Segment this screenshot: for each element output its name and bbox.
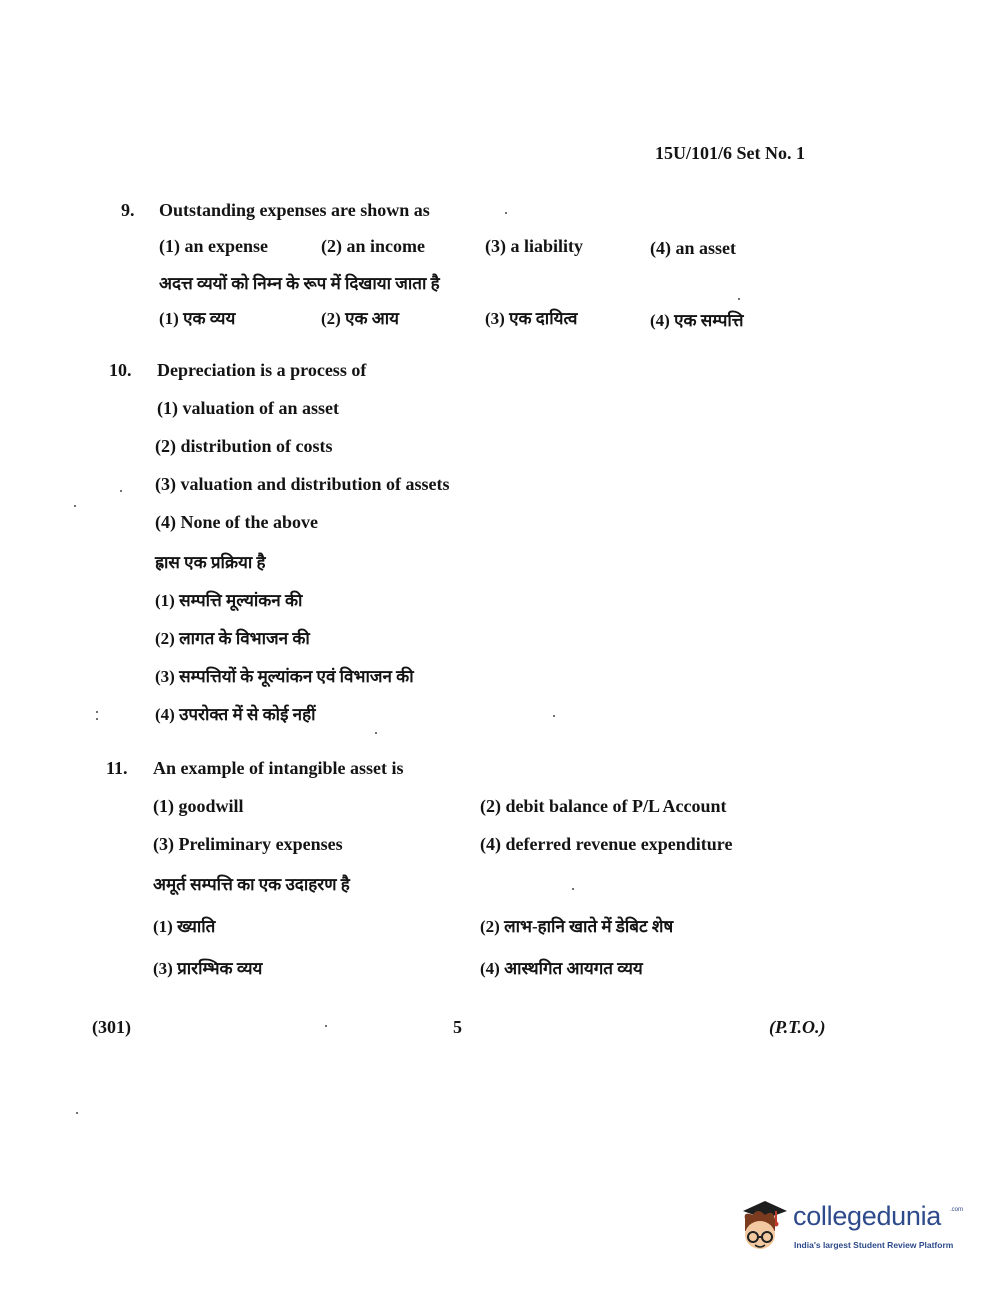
logo-tld: .com xyxy=(950,1207,964,1213)
option-en-4: (4) deferred revenue expenditure xyxy=(480,834,733,854)
option-en-1: (1) valuation of an asset xyxy=(157,398,340,418)
question-number: 10. xyxy=(109,360,132,380)
scan-speck xyxy=(96,718,98,720)
scan-speck xyxy=(375,732,377,734)
question-number: 9. xyxy=(121,200,135,220)
scan-speck xyxy=(572,888,574,890)
option-en-2: (2) debit balance of P/L Account xyxy=(480,796,727,816)
option-en-1: (1) an expense xyxy=(159,236,268,256)
option-hi-3: (3) प्रारम्भिक व्यय xyxy=(153,959,263,978)
option-hi-1: (1) एक व्यय xyxy=(159,309,236,328)
option-en-3: (3) Preliminary expenses xyxy=(153,834,343,854)
option-hi-4: (4) उपरोक्त में से कोई नहीं xyxy=(155,705,316,724)
scan-speck xyxy=(76,1112,78,1114)
question-number: 11. xyxy=(106,758,128,778)
option-hi-3: (3) सम्पत्तियों के मूल्यांकन एवं विभाजन की xyxy=(155,667,414,686)
option-hi-2: (2) लाभ-हानि खाते में डेबिट शेष xyxy=(480,917,674,936)
question-text-en: Depreciation is a process of xyxy=(157,360,367,380)
option-en-2: (2) an income xyxy=(321,236,425,256)
option-hi-2: (2) लागत के विभाजन की xyxy=(155,629,310,648)
question-text-hi: ह्रास एक प्रक्रिया है xyxy=(155,553,266,572)
option-hi-2: (2) एक आय xyxy=(321,309,400,328)
option-en-3: (3) a liability xyxy=(485,236,583,256)
option-en-3: (3) valuation and distribution of assets xyxy=(155,474,450,494)
question-text-hi: अदत्त व्ययों को निम्न के रूप में दिखाया जाता है xyxy=(159,274,440,293)
option-hi-1: (1) सम्पत्ति मूल्यांकन की xyxy=(155,591,303,610)
scan-speck xyxy=(74,505,76,507)
option-en-2: (2) distribution of costs xyxy=(155,436,333,456)
question-text-en: Outstanding expenses are shown as xyxy=(159,200,430,220)
scan-speck xyxy=(553,715,555,717)
question-text-en: An example of intangible asset is xyxy=(153,758,404,778)
scan-speck xyxy=(738,298,740,300)
footer-code: (301) xyxy=(92,1017,131,1037)
scan-speck xyxy=(325,1025,327,1027)
option-hi-4: (4) एक सम्पत्ति xyxy=(650,311,744,330)
collegedunia-logo xyxy=(735,1197,964,1261)
question-text-hi: अमूर्त सम्पत्ति का एक उदाहरण है xyxy=(153,875,350,894)
scan-speck xyxy=(505,212,507,214)
scan-speck xyxy=(120,490,122,492)
logo-name: collegedunia xyxy=(793,1201,942,1231)
option-en-4: (4) an asset xyxy=(650,238,736,258)
pto-label: (P.T.O.) xyxy=(769,1017,826,1037)
scan-speck xyxy=(96,711,98,713)
option-hi-1: (1) ख्याति xyxy=(153,917,216,936)
paper-code: 15U/101/6 Set No. 1 xyxy=(655,143,805,163)
mascot-icon xyxy=(735,1197,791,1257)
logo-tagline: India's largest Student Review Platform xyxy=(794,1240,954,1250)
option-hi-3: (3) एक दायित्व xyxy=(485,309,578,328)
option-hi-4: (4) आस्थगित आयगत व्यय xyxy=(480,959,643,978)
option-en-4: (4) None of the above xyxy=(155,512,318,532)
page-number: 5 xyxy=(453,1017,462,1037)
option-en-1: (1) goodwill xyxy=(153,796,244,816)
